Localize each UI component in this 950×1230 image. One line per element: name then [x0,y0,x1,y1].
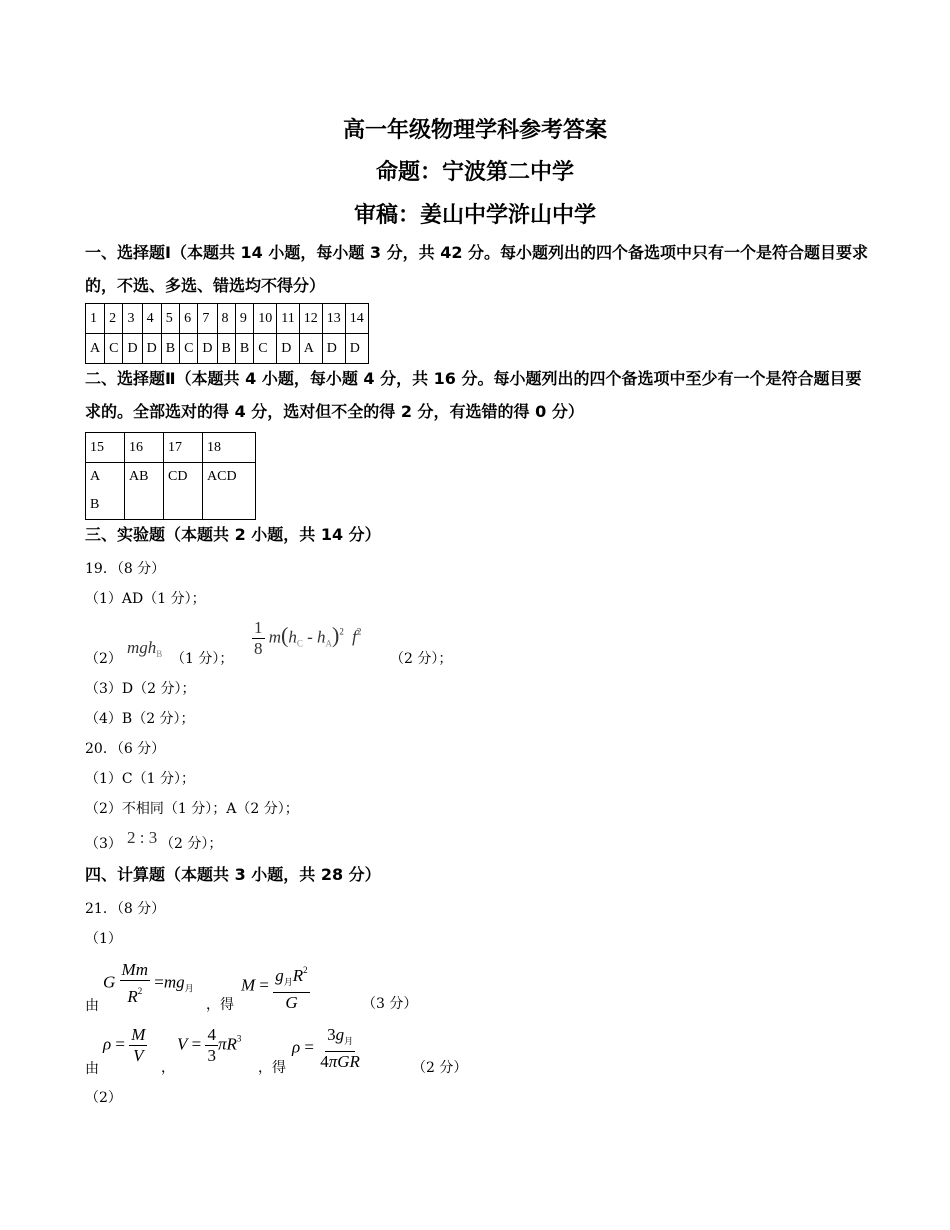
q21-de-1: ，得 [206,997,234,1013]
q21-part-2: （2） [85,1090,122,1106]
q20-answer-2: （2）不相同（1 分）；A（2 分）； [85,801,299,817]
q19-answer-1: （1）AD（1 分）； [85,591,206,607]
page-title: 高一年级物理学科参考答案 [342,118,607,143]
q21-you-2: 由 [85,1061,99,1077]
q19-formula-mgh: mgh$_B$ [127,638,163,659]
table-row [86,433,256,463]
table-cell: C [180,334,198,364]
q21-comma: ， [161,1060,175,1076]
table-cell: 12 [299,304,322,334]
table-cell: A B [86,463,125,520]
table-cell: 14 [345,304,368,334]
table-cell: 6 [180,304,198,334]
q21-formula-mass: M = $\frac{g_月R^2}{G}$ [241,960,310,1013]
q19-answer-3: （3）D（2 分）； [85,681,196,697]
table-cell: 2 [105,304,123,334]
table-cell: ACD [203,463,256,520]
table-cell: 8 [217,304,235,334]
table-cell: B [235,334,253,364]
q21-header: 21．（8 分） [85,901,166,917]
q21-part-1: （1） [85,931,122,947]
table-cell: B [161,334,179,364]
q21-you-1: 由 [85,998,99,1014]
q19-answer-2-score-1: （1 分）； [171,651,234,667]
table-cell: D [322,334,345,364]
table-cell: CD [164,463,203,520]
table-cell: 17 [164,433,203,463]
section-4-heading: 四、计算题（本题共 3 小题，共 28 分） [85,865,381,884]
q21-formula-density: ρ = $\frac{M}{V}$ [103,1025,146,1065]
q20-answer-1: （1）C（1 分）； [85,771,195,787]
q19-header: 19．（8 分） [85,561,166,577]
table-cell: D [345,334,368,364]
q21-score-1: （3 分） [362,996,418,1012]
q19-answer-2-score-2: （2 分）； [390,651,453,667]
table-row [86,463,256,520]
q20-header: 20．（6 分） [85,741,166,757]
table-cell: 15 [86,433,125,463]
table-row [86,334,369,364]
author-line: 命题：宁波第二中学 [375,160,574,185]
table-cell: 4 [142,304,161,334]
q21-de-2: ，得 [258,1060,286,1076]
table-cell: 7 [198,304,217,334]
q21-formula-density-result: ρ = $\frac{3g_月}{\text{4πGR}}$ [292,1025,360,1071]
q21-formula-gravity: G $\frac{Mm}{R^2}$ $=mg_月$ [103,960,194,1006]
table-cell: A [86,334,105,364]
answer-table-2 [85,432,256,520]
table-cell: A [299,334,322,364]
table-cell: 13 [322,304,345,334]
table-cell: 10 [254,304,277,334]
table-cell: 3 [123,304,142,334]
section-3-heading: 三、实验题（本题共 2 小题，共 14 分） [85,525,381,544]
reviewer-line: 审稿：姜山中学浒山中学 [353,203,596,228]
table-cell: D [277,334,299,364]
table-cell: 18 [203,433,256,463]
table-cell: 11 [277,304,299,334]
q20-answer-3-score: （2 分）； [160,836,223,852]
table-cell: 1 [86,304,105,334]
q21-score-2: （2 分） [412,1060,468,1076]
table-cell: D [123,334,142,364]
table-cell: D [142,334,161,364]
table-cell: B [217,334,235,364]
table-cell: C [105,334,123,364]
table-cell: 5 [161,304,179,334]
q19-formula-kinetic: $\frac{1}{8}$ $m(h_C - h_A)^2$ $f^2$ [254,618,362,658]
section-2-heading: 二、选择题Ⅱ（本题共 4 小题，每小题 4 分，共 16 分。每小题列出的四个备选项中至少有一个是符合题目要求的。全部选对的得 4 分，选对但不全的得 2 分，有选错的得 0 分） [85,369,862,421]
table-cell: D [198,334,217,364]
q19-answer-2-prefix: （2） [85,651,122,667]
section-1-heading: 一、选择题Ⅰ（本题共 14 小题，每小题 3 分，共 42 分。每小题列出的四个备选项中只有一个是符合题目要求的，不选、多选、错选均不得分） [85,243,869,295]
table-cell: C [254,334,277,364]
table-row [86,304,369,334]
q21-formula-volume: V = $\frac{4}{3}$ $\pi R^3$ [177,1025,242,1065]
table-cell: 9 [235,304,253,334]
q19-answer-4: （4）B（2 分）； [85,711,195,727]
table-cell: AB [125,463,164,520]
q20-answer-3-prefix: （3） [85,836,122,852]
answer-table-1 [85,303,369,364]
q20-ratio: 2 : 3 [127,828,158,847]
table-cell: 16 [125,433,164,463]
